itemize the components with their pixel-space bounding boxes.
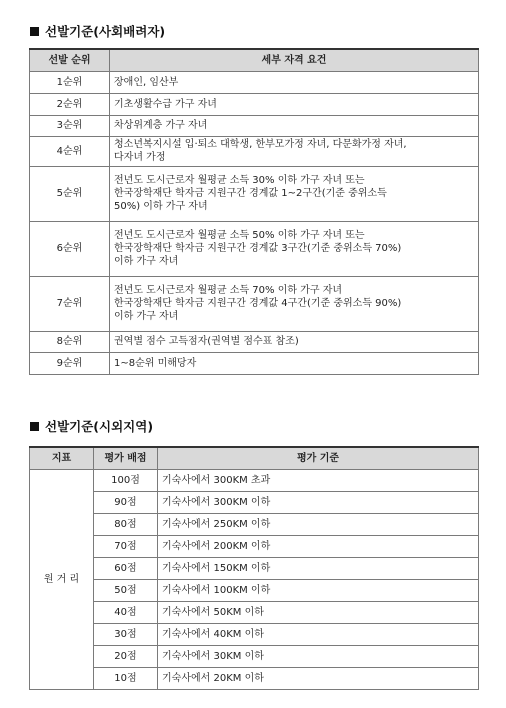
table-row (30, 352, 479, 374)
criteria-line: 1~8순위 미해당자 (114, 357, 197, 369)
criteria-line: 다자녀 가정 (114, 152, 166, 163)
criteria-cell: 기숙사에서 300KM 이하 (158, 491, 479, 513)
criteria-cell (110, 93, 479, 115)
score-cell: 70점 (94, 535, 158, 557)
table-row (30, 579, 479, 601)
table-row (30, 557, 479, 579)
criteria-line: 한국장학재단 학자금 지원구간 경계값 3구간(기준 중위소득 70%) (114, 243, 402, 254)
criteria-cell (110, 115, 479, 136)
header-score: 평가 배점 (94, 447, 158, 469)
table-header-row (30, 49, 479, 71)
table-row (30, 115, 479, 136)
table-row (30, 601, 479, 623)
criteria-line: 전년도 도시근로자 월평균 소득 50% 이하 가구 자녀 또는 (114, 230, 365, 241)
criteria-line: 50%) 이하 가구 자녀 (114, 201, 208, 212)
table-row (30, 221, 479, 276)
score-cell: 40점 (94, 601, 158, 623)
criteria-cell: 기숙사에서 150KM 이하 (158, 557, 479, 579)
criteria-line: 이하 가구 자녀 (114, 311, 179, 322)
criteria-cell: 기숙사에서 300KM 초과 (158, 469, 479, 491)
criteria-cell: 기숙사에서 250KM 이하 (158, 513, 479, 535)
criteria-line: 이하 가구 자녀 (114, 256, 179, 267)
square-bullet-icon (30, 422, 39, 431)
criteria-line: 한국장학재단 학자금 지원구간 경계값 4구간(기준 중위소득 90%) (114, 298, 402, 309)
table-row (30, 491, 479, 513)
table-row (30, 469, 479, 491)
table-row (30, 71, 479, 93)
criteria-line: 장애인, 임산부 (114, 76, 179, 88)
header-criteria: 평가 기준 (158, 447, 479, 469)
section-title-text: 선발기준(사회배려자) (45, 24, 166, 39)
score-cell: 80점 (94, 513, 158, 535)
section-title-outside (30, 417, 153, 435)
rank-cell: 9순위 (30, 352, 110, 374)
header-rank: 선발 순위 (30, 49, 110, 71)
section-title-social (30, 22, 165, 40)
criteria-cell: 기숙사에서 20KM 이하 (158, 667, 479, 689)
rank-cell: 8순위 (30, 331, 110, 352)
table-row (30, 93, 479, 115)
rank-cell: 7순위 (30, 276, 110, 331)
criteria-cell (110, 71, 479, 93)
criteria-cell: 기숙사에서 40KM 이하 (158, 623, 479, 645)
table-row (30, 667, 479, 689)
criteria-cell: 기숙사에서 30KM 이하 (158, 645, 479, 667)
score-cell: 60점 (94, 557, 158, 579)
criteria-cell (110, 352, 479, 374)
table-row (30, 331, 479, 352)
criteria-cell: 기숙사에서 200KM 이하 (158, 535, 479, 557)
rank-cell: 6순위 (30, 221, 110, 276)
score-cell: 30점 (94, 623, 158, 645)
criteria-line: 전년도 도시근로자 월평균 소득 30% 이하 가구 자녀 또는 (114, 175, 365, 186)
square-bullet-icon (30, 27, 39, 36)
table-header-row (30, 447, 479, 469)
header-criteria: 세부 자격 요건 (110, 49, 479, 71)
score-cell: 10점 (94, 667, 158, 689)
criteria-line: 차상위계층 가구 자녀 (114, 120, 208, 131)
criteria-line: 권역별 점수 고득점자(권역별 점수표 참조) (114, 336, 299, 347)
rank-cell: 5순위 (30, 166, 110, 221)
rank-cell: 3순위 (30, 115, 110, 136)
criteria-cell (110, 331, 479, 352)
table-row (30, 166, 479, 221)
rank-cell: 2순위 (30, 93, 110, 115)
table-row (30, 645, 479, 667)
section-title-text: 선발기준(시외지역) (45, 419, 154, 434)
score-cell: 20점 (94, 645, 158, 667)
header-indicator: 지표 (30, 447, 94, 469)
score-cell: 50점 (94, 579, 158, 601)
table-row (30, 513, 479, 535)
score-cell: 100점 (94, 469, 158, 491)
criteria-cell (110, 166, 479, 221)
table-row (30, 535, 479, 557)
criteria-line: 전년도 도시근로자 월평균 소득 70% 이하 가구 자녀 (114, 285, 343, 296)
rank-cell: 1순위 (30, 71, 110, 93)
table-row (30, 276, 479, 331)
distance-criteria-table (29, 446, 479, 690)
criteria-line: 기초생활수급 가구 자녀 (114, 98, 217, 110)
rank-cell: 4순위 (30, 136, 110, 166)
social-criteria-table (29, 48, 479, 375)
criteria-line: 청소년복지시설 입·퇴소 대학생, 한부모가정 자녀, 다문화가정 자녀, (114, 139, 407, 150)
criteria-cell: 기숙사에서 50KM 이하 (158, 601, 479, 623)
table-row (30, 623, 479, 645)
criteria-line: 한국장학재단 학자금 지원구간 경계값 1~2구간(기준 중위소득 (114, 188, 387, 199)
table-row (30, 136, 479, 166)
criteria-cell (110, 276, 479, 331)
criteria-cell (110, 136, 479, 166)
indicator-cell: 원 거 리 (30, 469, 94, 689)
criteria-cell: 기숙사에서 100KM 이하 (158, 579, 479, 601)
criteria-cell (110, 221, 479, 276)
score-cell: 90점 (94, 491, 158, 513)
